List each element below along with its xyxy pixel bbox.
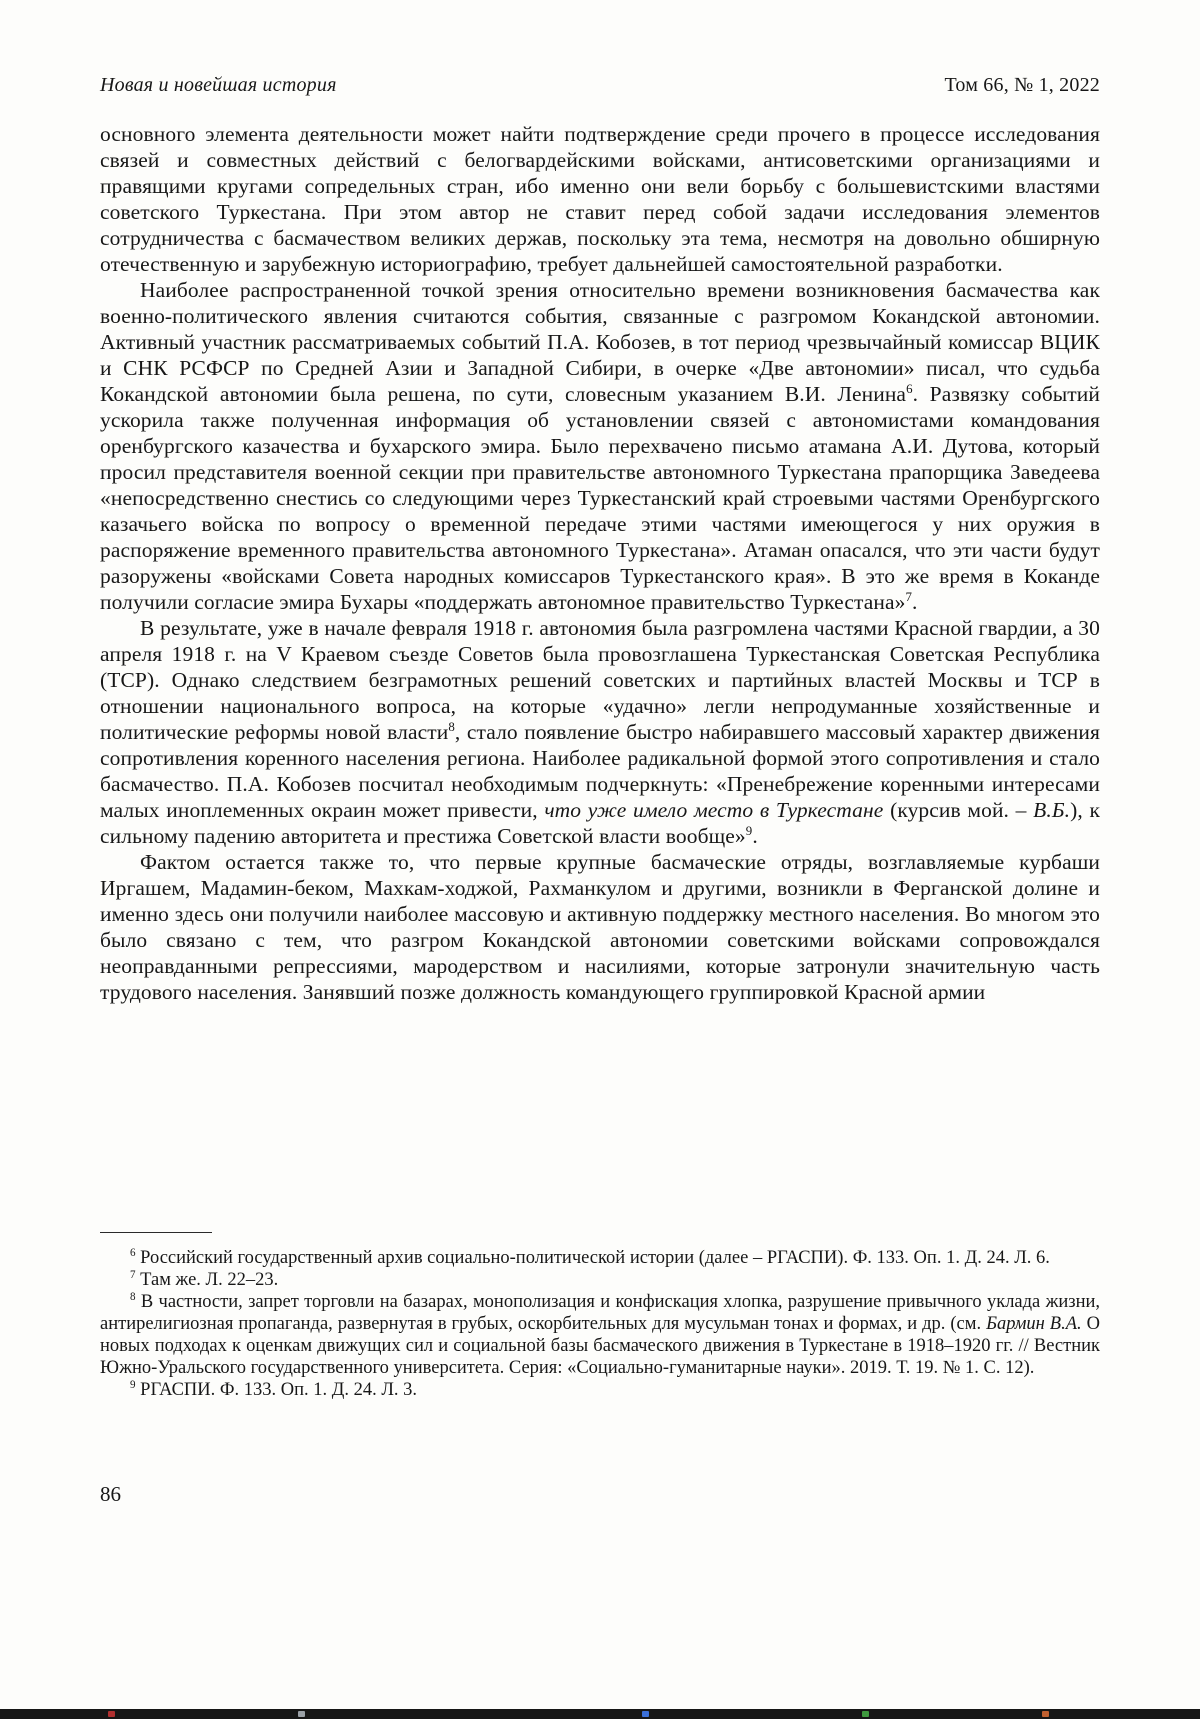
footnote-ref: 8 bbox=[448, 719, 455, 734]
text-segment: Российский государственный архив социально-политической истории (далее – РГАСПИ). Ф. 133. Оп. 1. Д. 24. Л. 6. bbox=[140, 1248, 1050, 1268]
italic-text: Бармин В.А. bbox=[986, 1314, 1082, 1334]
text-segment: Наиболее распространенной точкой зрения относительно времени возникновения басмачества как военно-политического явления считаются события, связанные с разгромом Кокандской автономии. Активный участник рассматриваемых событий П.А. Кобозев, в тот период чрезвычайный комиссар ВЦИК и СНК РСФСР по Средней Азии и Западной Сибири, в очерке «Две автономии» писал, что судьба Кокандской автономии была решена, по сути, словесным указанием В.И. Ленина bbox=[100, 278, 1100, 406]
bottom-strip bbox=[0, 1709, 1200, 1719]
strip-dot bbox=[298, 1711, 305, 1717]
strip-dot bbox=[108, 1711, 115, 1717]
footnote-area bbox=[100, 1232, 1100, 1401]
text-segment: Фактом остается также то, что первые крупные басмаческие отряды, возглавляемые курбаши Иргашем, Мадамин-беком, Махкам-ходжой, Рахманкулом и другими, возникли в Ферганской долине и именно здесь они получили наиболее массовую и активную поддержку местного населения. Во многом это было связано с тем, что разгром Кокандской автономии советскими войсками сопровождался неоправданными репрессиями, мародерством и насилиями, которые затронули значительную часть трудового населения. Занявший позже должность командующего группировкой Красной армии bbox=[100, 850, 1100, 1004]
strip-dot bbox=[1042, 1711, 1049, 1717]
italic-text: что уже имело место в Туркестане bbox=[544, 798, 884, 822]
page-header bbox=[100, 74, 1100, 97]
footnote bbox=[100, 1291, 1100, 1379]
text-segment: В результате, уже в начале февраля 1918 г. автономия была разгромлена частями Красной гвардии, а 30 апреля 1918 г. на V Краевом съезде Советов была провозглашена Туркестанская Советская Республика (ТСР). Однако следствием безграмотных решений советских и партийных властей Москвы и ТСР в отношении национального вопроса, на которые «удачно» легли непродуманные хозяйственные и политические реформы новой власти bbox=[100, 616, 1100, 744]
strip-dot bbox=[862, 1711, 869, 1717]
paragraph bbox=[100, 277, 1100, 615]
paragraph bbox=[100, 849, 1100, 1005]
footnote-ref: 6 bbox=[906, 381, 913, 396]
text-segment: РГАСПИ. Ф. 133. Оп. 1. Д. 24. Л. 3. bbox=[140, 1380, 418, 1400]
paragraph bbox=[100, 615, 1100, 849]
article-body bbox=[100, 121, 1100, 1005]
page-number: 86 bbox=[100, 1482, 121, 1506]
text-segment: . bbox=[912, 590, 918, 614]
journal-title: Новая и новейшая история bbox=[100, 74, 337, 96]
text-segment: ), к сильному падению авторитета и престижа Советской власти вообще» bbox=[100, 798, 1100, 848]
text-segment: (курсив мой. – bbox=[883, 798, 1034, 822]
text-segment: основного элемента деятельности может найти подтверждение среди прочего в процессе исследования связей и совместных действий с белогвардейскими войсками, антисоветскими организациями и правящими кругами сопредельных стран, ибо именно они вели борьбу с большевистскими властями советского Туркестана. При этом автор не ставит перед собой задачи исследования элементов сотрудничества с басмачеством великих держав, поскольку эта тема, несмотря на довольно обширную отечественную и зарубежную историографию, требует дальнейшей самостоятельной разработки. bbox=[100, 122, 1100, 276]
issue-info: Том 66, № 1, 2022 bbox=[944, 74, 1100, 96]
footnote-number: 7 bbox=[130, 1268, 136, 1281]
text-segment: В частности, запрет торговли на базарах, монополизация и конфискация хлопка, разрушение привычного уклада жизни, антирелигиозная пропаганда, развернутая в грубых, оскорбительных для мусульман тонах и формах, и др. (см. bbox=[100, 1292, 1100, 1334]
footnote bbox=[100, 1269, 1100, 1291]
paragraph bbox=[100, 121, 1100, 277]
footnote-ref: 9 bbox=[745, 823, 753, 838]
text-segment: О новых подходах к оценкам движущих сил и социальной базы басмаческого движения в Туркестане в 1918–1920 гг. // Вестник Южно-Уральского государственного университета. Серия: «Социально-гуманитарные науки». 2019. Т. 19. № 1. С. 12). bbox=[100, 1314, 1101, 1378]
text-segment: Там же. Л. 22–23. bbox=[140, 1270, 279, 1290]
italic-text: В.Б. bbox=[1033, 798, 1071, 822]
footnote-ref: 7 bbox=[905, 589, 913, 604]
footnote bbox=[100, 1379, 1100, 1401]
footnote-number: 8 bbox=[130, 1290, 136, 1303]
text-segment: , стало появление быстро набиравшего массовый характер движения сопротивления коренного населения региона. Наиболее радикальной формой этого сопротивления и стало басмачество. П.А. Кобозев посчитал необходимым подчеркнуть: «Пренебрежение коренными интересами малых иноплеменных окраин может привести, bbox=[100, 720, 1100, 822]
footnotes bbox=[100, 1247, 1100, 1401]
strip-dot bbox=[642, 1711, 649, 1717]
text-segment: . Развязку событий ускорила также полученная информация об установлении связей с автономистами командования оренбургского казачества и бухарского эмира. Было перехвачено письмо атамана А.И. Дутова, который просил представителя военной секции при правительстве автономного Туркестана прапорщика Заведеева «непосредственно снестись со следующими через Туркестанский край строевыми частями Оренбургского казачьего войска по вопросу о временной передаче этими частями имеющегося у них оружия в распоряжение временного правительства автономного Туркестана». Атаман опасался, что эти части будут разоружены «войсками Совета народных комиссаров Туркестанского края». В это же время в Коканде получили согласие эмира Бухары «поддержать автономное правительство Туркестана» bbox=[100, 382, 1100, 614]
footnote-number: 9 bbox=[130, 1378, 136, 1391]
footnote-number: 6 bbox=[130, 1246, 136, 1259]
footnote-separator bbox=[100, 1232, 212, 1233]
text-segment: . bbox=[752, 824, 758, 848]
footnote bbox=[100, 1247, 1100, 1269]
